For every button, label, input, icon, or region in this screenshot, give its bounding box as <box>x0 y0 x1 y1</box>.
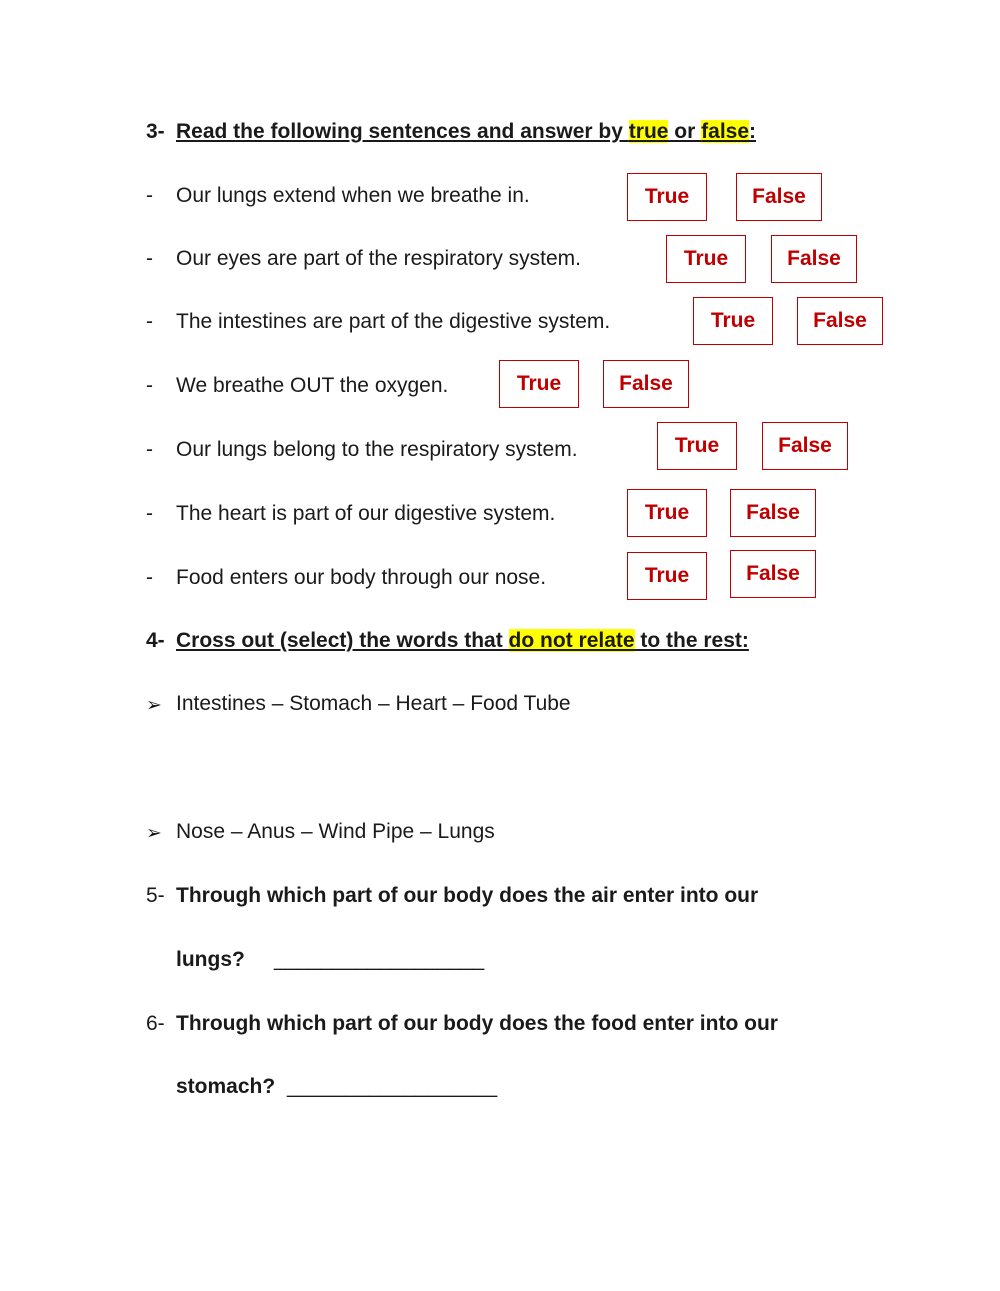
statement-text: We breathe OUT the oxygen. <box>176 374 449 397</box>
word-separator: – <box>265 692 290 715</box>
word-option[interactable]: Wind Pipe <box>318 820 415 843</box>
word-separator: – <box>295 820 319 843</box>
question-5-number: 5- <box>146 884 165 907</box>
word-option[interactable]: Intestines <box>176 692 266 715</box>
statement-text: The intestines are part of the digestive system. <box>176 310 611 333</box>
true-button[interactable]: True <box>627 552 707 600</box>
dash-bullet: - <box>146 310 153 333</box>
word-option[interactable]: Nose <box>176 820 226 843</box>
arrowhead-bullet-icon: ➢ <box>146 823 162 844</box>
word-option[interactable]: Stomach <box>289 692 373 715</box>
highlight-true: true <box>628 120 669 143</box>
false-button[interactable]: False <box>730 489 816 537</box>
question-3-number: 3- <box>146 120 165 143</box>
true-button[interactable]: True <box>657 422 737 470</box>
false-button[interactable]: False <box>730 550 816 598</box>
word-separator: – <box>225 820 248 843</box>
question-6-text-line2: stomach? <box>176 1075 276 1098</box>
word-separator: – <box>372 692 396 715</box>
question-5-text: Through which part of our body does the air enter into our <box>176 884 759 907</box>
dash-bullet: - <box>146 374 153 397</box>
heading-text: Cross out (select) the words that <box>176 629 509 652</box>
true-button[interactable]: True <box>499 360 579 408</box>
word-separator: – <box>414 820 438 843</box>
arrowhead-bullet-icon: ➢ <box>146 695 162 716</box>
question-6-number: 6- <box>146 1012 165 1035</box>
dash-bullet: - <box>146 502 153 525</box>
dash-bullet: - <box>146 247 153 270</box>
false-button[interactable]: False <box>736 173 822 221</box>
statement-text: Our eyes are part of the respiratory system. <box>176 247 581 270</box>
question-4-heading <box>176 629 749 653</box>
question-5-text-line2: lungs? <box>176 948 245 971</box>
false-button[interactable]: False <box>603 360 689 408</box>
highlight-false: false <box>701 120 750 143</box>
dash-bullet: - <box>146 438 153 461</box>
statement-text: Our lungs extend when we breathe in. <box>176 184 530 207</box>
word-list <box>176 820 495 844</box>
word-option[interactable]: Lungs <box>437 820 495 843</box>
true-button[interactable]: True <box>627 489 707 537</box>
statement-text: Our lungs belong to the respiratory system. <box>176 438 578 461</box>
word-list <box>176 692 571 716</box>
question-4-number: 4- <box>146 629 165 652</box>
word-option[interactable]: Food Tube <box>470 692 571 715</box>
highlight-do-not-relate: do not relate <box>508 629 635 652</box>
word-separator: – <box>446 692 471 715</box>
heading-text-end: to the rest: <box>634 629 749 652</box>
answer-blank-5[interactable]: __________________ <box>274 948 485 971</box>
heading-or: or <box>668 120 702 143</box>
heading-text: Read the following sentences and answer by <box>176 120 629 143</box>
dash-bullet: - <box>146 184 153 207</box>
question-3-heading <box>176 120 756 144</box>
false-button[interactable]: False <box>797 297 883 345</box>
question-6-text: Through which part of our body does the food enter into our <box>176 1012 778 1035</box>
word-option[interactable]: Heart <box>395 692 447 715</box>
true-button[interactable]: True <box>693 297 773 345</box>
word-option[interactable]: Anus <box>247 820 296 843</box>
false-button[interactable]: False <box>762 422 848 470</box>
heading-colon: : <box>749 120 757 143</box>
false-button[interactable]: False <box>771 235 857 283</box>
statement-text: Food enters our body through our nose. <box>176 566 547 589</box>
true-button[interactable]: True <box>666 235 746 283</box>
statement-text: The heart is part of our digestive system. <box>176 502 556 525</box>
dash-bullet: - <box>146 566 153 589</box>
true-button[interactable]: True <box>627 173 707 221</box>
answer-blank-6[interactable]: __________________ <box>287 1075 498 1098</box>
